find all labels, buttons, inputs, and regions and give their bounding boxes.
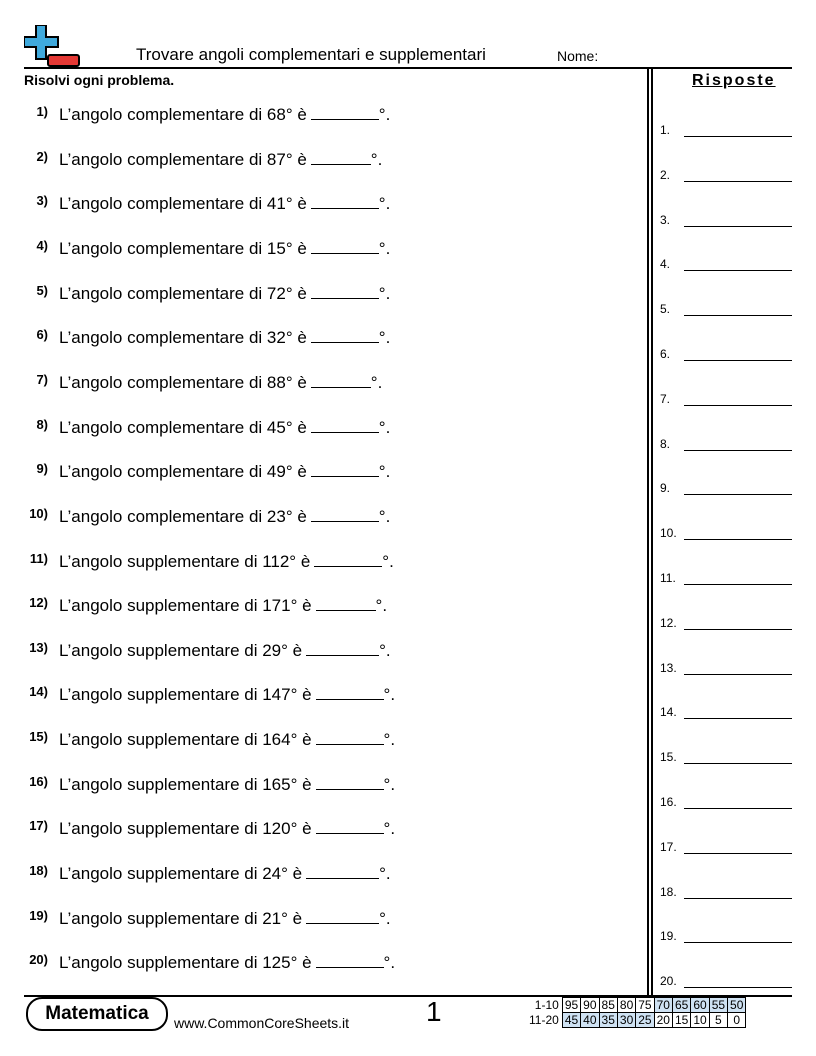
degree-suffix: °. (378, 105, 391, 124)
problem-prompt: L’angolo supplementare di 112° è (59, 551, 311, 571)
degree-suffix: °. (375, 596, 388, 616)
answer-line[interactable] (684, 763, 792, 764)
answer-blank[interactable] (306, 906, 379, 924)
problem-prompt: L’angolo supplementare di 29° è (59, 640, 303, 660)
answer-line[interactable] (684, 629, 792, 630)
problem-number: 8) (36, 416, 48, 432)
answer-line[interactable] (684, 450, 792, 451)
answer-blank[interactable] (311, 415, 379, 433)
answer-number: 4. (660, 257, 671, 272)
answer-row (660, 347, 792, 363)
problem-number: 17) (29, 818, 48, 834)
problem-prompt: L’angolo complementare di 49° è (59, 462, 307, 482)
score-cell: 35 (599, 1013, 617, 1028)
page-number: 1 (426, 996, 442, 1027)
problem-number: 20) (29, 952, 48, 968)
answer-line[interactable] (684, 853, 792, 854)
degree-suffix: °. (383, 774, 396, 794)
header-divider (24, 67, 792, 69)
degree-suffix: °. (383, 953, 396, 973)
score-cell: 45 (562, 1013, 580, 1028)
degree-suffix: °. (378, 283, 391, 303)
degree-suffix: °. (379, 864, 391, 884)
score-cell: 15 (672, 1013, 690, 1028)
problem-text (59, 415, 390, 438)
problem-prompt: L’angolo supplementare di 165° è (59, 774, 312, 794)
answer-number: 7. (660, 391, 671, 406)
problem-number: 1) (36, 104, 48, 119)
problem-number: 10) (29, 505, 48, 521)
answer-number: 12. (660, 615, 677, 630)
answer-blank[interactable] (311, 370, 371, 388)
degree-suffix: °. (379, 640, 391, 660)
answer-row (660, 885, 792, 901)
problem-text (59, 370, 382, 393)
score-table (527, 997, 746, 1028)
problem-text (59, 727, 395, 750)
answer-blank[interactable] (314, 549, 382, 567)
score-cell: 5 (709, 1013, 727, 1028)
answer-blank[interactable] (306, 861, 379, 879)
answer-row (660, 750, 792, 766)
answer-blank[interactable] (311, 191, 379, 209)
answer-row (660, 795, 792, 811)
answer-number: 9. (660, 481, 671, 496)
answer-blank[interactable] (316, 816, 384, 834)
site-url: www.CommonCoreSheets.it (174, 1015, 350, 1031)
problem-text (59, 147, 382, 170)
answer-blank[interactable] (311, 236, 379, 254)
problem-prompt: L’angolo supplementare di 24° è (59, 864, 303, 884)
problem-text (59, 861, 391, 884)
degree-suffix: °. (378, 506, 391, 526)
answer-row (660, 571, 792, 587)
degree-suffix: °. (378, 328, 391, 348)
degree-suffix: °. (379, 908, 391, 928)
problem-number: 7) (36, 371, 48, 387)
problem-text (59, 593, 387, 616)
problem-prompt: L’angolo supplementare di 171° è (59, 596, 312, 616)
answer-row (660, 437, 792, 453)
plus-minus-icon (24, 25, 80, 67)
problem-prompt: L’angolo complementare di 32° è (59, 328, 307, 348)
score-cell: 85 (599, 998, 617, 1013)
answer-number: 1. (660, 123, 671, 137)
degree-suffix: °. (378, 462, 391, 482)
answer-row (660, 168, 792, 184)
problem-prompt: L’angolo complementare di 23° è (59, 506, 307, 526)
problem-prompt: L’angolo supplementare di 125° è (59, 953, 312, 973)
answer-number: 17. (660, 839, 677, 854)
answer-line[interactable] (684, 226, 792, 227)
answer-line[interactable] (684, 539, 792, 540)
answer-line[interactable] (684, 270, 792, 271)
problem-text (59, 191, 390, 214)
degree-suffix: °. (370, 372, 383, 392)
problem-text (59, 504, 390, 527)
score-cell: 40 (581, 1013, 599, 1028)
problem-text (59, 906, 391, 929)
name-label: Nome: (557, 48, 599, 64)
problem-prompt: L’angolo complementare di 72° è (59, 283, 307, 303)
score-cell: 80 (617, 998, 635, 1013)
answer-line[interactable] (684, 494, 792, 495)
worksheet-title: Trovare angoli complementari e supplementari (136, 45, 486, 64)
problem-text (59, 325, 390, 348)
score-cell: 55 (709, 998, 727, 1013)
problem-prompt: L’angolo complementare di 68° è (59, 105, 307, 124)
problem-text (59, 281, 390, 304)
degree-suffix: °. (383, 819, 396, 839)
score-range-label: 11-20 (529, 1013, 559, 1027)
answer-number: 14. (660, 705, 677, 720)
problem-number: 16) (29, 773, 48, 789)
instructions: Risolvi ogni problema. (24, 72, 175, 88)
score-row (527, 998, 746, 1013)
answer-blank[interactable] (311, 325, 379, 343)
answer-line[interactable] (684, 718, 792, 719)
answer-line[interactable] (684, 584, 792, 585)
answer-number: 15. (660, 750, 677, 765)
problem-number: 9) (36, 461, 48, 477)
answer-blank[interactable] (316, 593, 376, 611)
score-cell: 60 (691, 998, 709, 1013)
problem-number: 15) (29, 729, 48, 745)
answer-number: 5. (660, 302, 671, 317)
problem-number: 4) (36, 237, 48, 253)
degree-suffix: °. (370, 149, 383, 169)
answer-blank[interactable] (316, 682, 384, 700)
problem-number: 19) (29, 907, 48, 923)
answer-number: 2. (660, 167, 671, 182)
score-cell: 95 (562, 998, 580, 1013)
problem-number: 14) (29, 684, 48, 700)
answer-number: 16. (660, 795, 677, 809)
problem-number: 18) (29, 863, 48, 879)
answer-blank[interactable] (311, 504, 379, 522)
degree-suffix: °. (382, 551, 394, 571)
problem-text (59, 638, 391, 661)
problem-prompt: L’angolo supplementare di 21° è (59, 908, 303, 928)
answer-number: 19. (660, 929, 677, 944)
problem-prompt: L’angolo complementare di 15° è (59, 238, 307, 258)
answer-row (660, 661, 792, 677)
degree-suffix: °. (378, 194, 391, 214)
answer-blank[interactable] (316, 950, 384, 968)
score-cell: 30 (617, 1013, 635, 1028)
answer-blank[interactable] (316, 772, 384, 790)
problem-prompt: L’angolo complementare di 45° è (59, 417, 307, 437)
problem-text (59, 549, 394, 572)
answer-line[interactable] (684, 405, 792, 406)
degree-suffix: °. (378, 238, 391, 258)
score-cell: 20 (654, 1013, 672, 1028)
answer-row (660, 705, 792, 721)
score-range-label: 1-10 (534, 998, 559, 1012)
problem-prompt: L’angolo complementare di 41° è (59, 194, 307, 214)
degree-suffix: °. (383, 685, 396, 705)
problem-number: 5) (36, 282, 48, 298)
problem-text (59, 236, 390, 259)
answer-blank[interactable] (311, 459, 379, 477)
answer-row (660, 616, 792, 632)
brand-badge: Matematica (26, 997, 168, 1031)
score-cell: 0 (728, 1013, 746, 1028)
answer-line[interactable] (684, 808, 792, 809)
problem-number: 2) (36, 148, 48, 164)
problem-prompt: L’angolo supplementare di 147° è (59, 685, 312, 705)
answer-row (660, 213, 792, 229)
answer-line[interactable] (684, 942, 792, 943)
problem-number: 6) (36, 327, 48, 343)
answer-blank[interactable] (311, 102, 379, 120)
answer-row (660, 974, 792, 990)
answer-number: 8. (660, 436, 671, 451)
answer-blank[interactable] (306, 638, 379, 656)
answer-row (660, 123, 792, 139)
answer-blank[interactable] (311, 281, 379, 299)
score-cell: 75 (636, 998, 654, 1013)
problem-prompt: L’angolo complementare di 87° è (59, 149, 307, 169)
score-cell: 50 (728, 998, 746, 1013)
score-row (527, 1013, 746, 1028)
answer-line[interactable] (684, 360, 792, 361)
column-divider (651, 67, 653, 996)
problem-number: 11) (29, 550, 48, 566)
problem-text (59, 102, 390, 125)
column-divider (647, 67, 649, 996)
answer-line[interactable] (684, 315, 792, 316)
answer-number: 10. (660, 526, 677, 541)
answers-title: Risposte (692, 72, 776, 89)
problem-prompt: L’angolo complementare di 88° è (59, 372, 307, 392)
answer-line[interactable] (684, 987, 792, 988)
answer-number: 18. (660, 884, 677, 899)
answer-row (660, 392, 792, 408)
problem-text (59, 816, 395, 839)
answer-row (660, 257, 792, 273)
answer-blank[interactable] (316, 727, 384, 745)
answer-number: 3. (660, 212, 671, 227)
answer-number: 6. (660, 347, 671, 361)
degree-suffix: °. (383, 730, 396, 750)
problem-text (59, 950, 395, 973)
problem-text (59, 682, 395, 705)
answer-line[interactable] (684, 181, 792, 182)
score-cell: 70 (654, 998, 672, 1013)
answer-number: 11. (660, 571, 676, 585)
problem-number: 3) (36, 193, 48, 209)
answer-line[interactable] (684, 898, 792, 899)
answer-row (660, 481, 792, 497)
problem-text (59, 772, 395, 795)
answer-line[interactable] (684, 136, 792, 137)
answer-row (660, 302, 792, 318)
answer-number: 13. (660, 660, 677, 675)
problem-prompt: L’angolo supplementare di 164° è (59, 730, 312, 750)
answer-line[interactable] (684, 674, 792, 675)
answer-blank[interactable] (311, 147, 371, 165)
score-cell: 10 (691, 1013, 709, 1028)
answer-number: 20. (660, 974, 677, 989)
degree-suffix: °. (378, 417, 391, 437)
score-cell: 65 (672, 998, 690, 1013)
answer-row (660, 526, 792, 542)
answer-row (660, 929, 792, 945)
score-cell: 25 (636, 1013, 654, 1028)
problem-prompt: L’angolo supplementare di 120° è (59, 819, 312, 839)
problem-number: 12) (29, 595, 48, 611)
problem-number: 13) (29, 639, 48, 655)
problem-text (59, 459, 390, 482)
answer-row (660, 840, 792, 856)
score-cell: 90 (581, 998, 599, 1013)
